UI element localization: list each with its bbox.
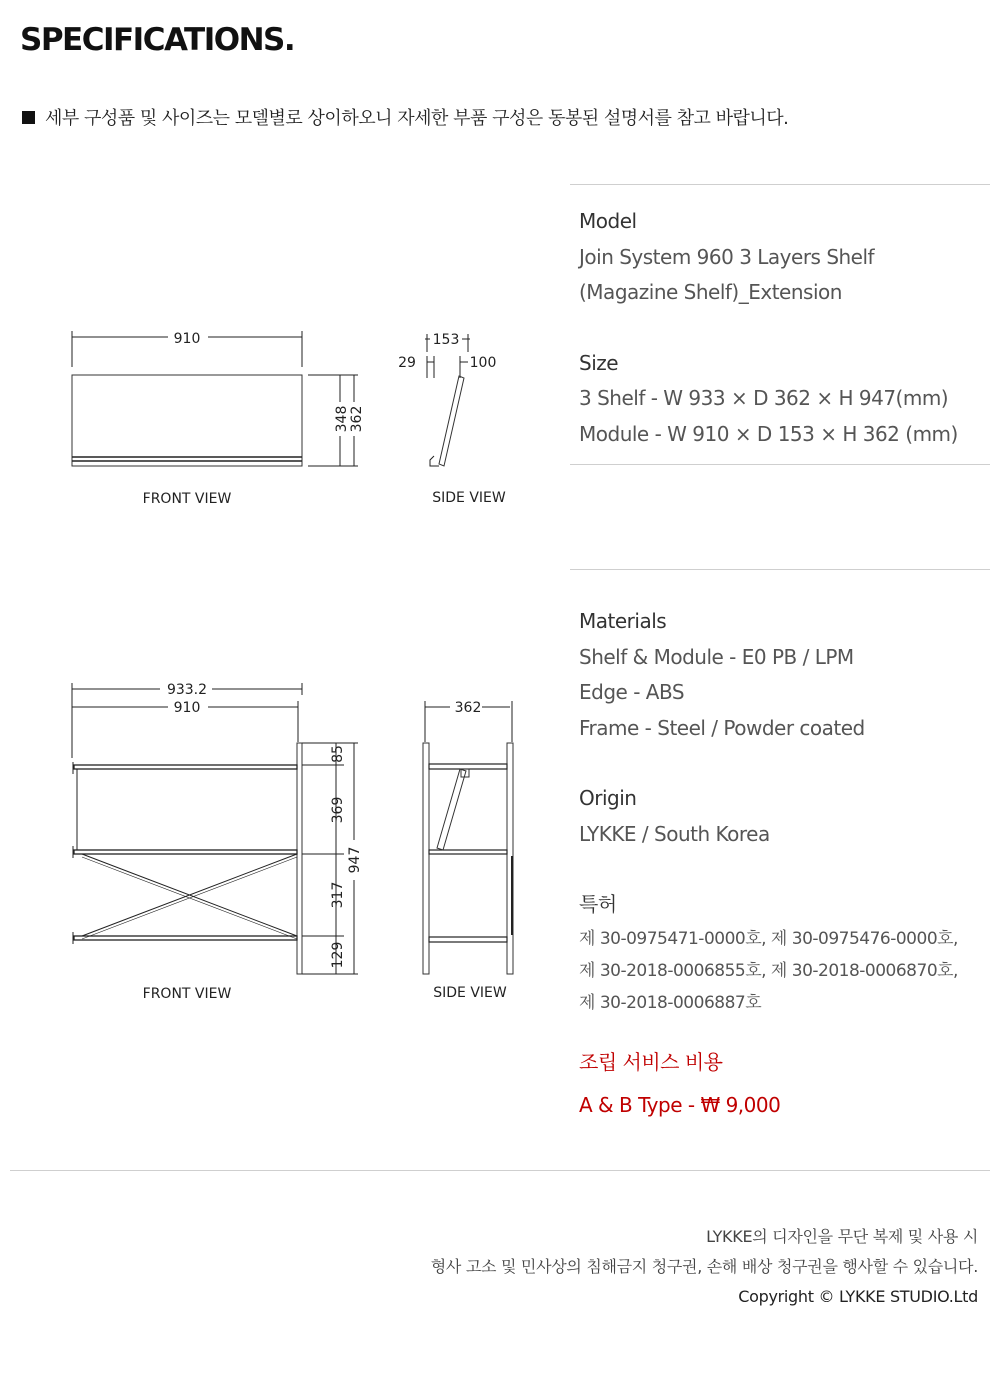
dim-shelf-s4: 129 bbox=[330, 941, 346, 969]
spec-materials bbox=[579, 604, 958, 1124]
patent-line-1: 제 30-0975471-0000호, 제 30-0975476-0000호, bbox=[579, 928, 958, 949]
materials-line-2: Edge - ABS bbox=[579, 680, 685, 704]
dim-shelf-overall-width: 933.2 bbox=[166, 682, 208, 698]
model-line-1: Join System 960 3 Layers Shelf bbox=[579, 244, 875, 269]
footer-line-2: 형사 고소 및 민사상의 침해금지 청구권, 손해 배상 청구권을 행사할 수 있습니다. bbox=[430, 1257, 978, 1276]
notice bbox=[22, 104, 788, 130]
materials-line-1: Shelf & Module - E0 PB / LPM bbox=[579, 644, 854, 669]
shelf-front-view-label: FRONT VIEW bbox=[142, 986, 232, 1002]
dim-module-depth: 153 bbox=[432, 332, 460, 348]
dim-shelf-module-width: 910 bbox=[173, 700, 201, 716]
divider bbox=[570, 464, 990, 465]
assembly-price: A & B Type - ₩ 9,000 bbox=[579, 1093, 781, 1117]
module-side-view-label: SIDE VIEW bbox=[432, 490, 506, 506]
size-heading: Size bbox=[579, 350, 619, 375]
model-line-2: (Magazine Shelf)_Extension bbox=[579, 280, 842, 304]
assembly-heading: 조립 서비스 비용 bbox=[579, 1049, 723, 1074]
origin-line: LYKKE / South Korea bbox=[579, 821, 770, 846]
dim-shelf-depth: 362 bbox=[454, 700, 482, 716]
origin-heading: Origin bbox=[579, 786, 637, 810]
materials-heading: Materials bbox=[579, 609, 667, 633]
footer-divider bbox=[10, 1170, 990, 1171]
module-front-view-label: FRONT VIEW bbox=[142, 491, 232, 507]
dim-shelf-s2: 369 bbox=[330, 796, 346, 824]
divider bbox=[570, 569, 990, 570]
dim-module-h1: 348 bbox=[334, 405, 350, 433]
dim-shelf-s1: 85 bbox=[330, 745, 346, 763]
size-line-1: 3 Shelf - W 933 × D 362 × H 947(mm) bbox=[579, 386, 949, 410]
page-title: SPECIFICATIONS. bbox=[20, 22, 295, 58]
patent-line-2: 제 30-2018-0006855호, 제 30-2018-0006870호, bbox=[579, 960, 958, 981]
notice-text: 세부 구성품 및 사이즈는 모델별로 상이하오니 자세한 부품 구성은 동봉된 설명서를 참고 바랍니다. bbox=[45, 108, 789, 129]
dim-module-width: 910 bbox=[173, 331, 201, 347]
module-drawing bbox=[60, 320, 530, 520]
spec-model-size bbox=[579, 204, 958, 452]
dim-shelf-total-height: 947 bbox=[347, 846, 363, 874]
dim-module-d2: 29 bbox=[398, 355, 416, 371]
dim-module-d3: 100 bbox=[469, 355, 497, 371]
size-line-2: Module - W 910 × D 153 × H 362 (mm) bbox=[579, 421, 958, 446]
bullet-square-icon bbox=[22, 111, 35, 124]
shelf-side-view-label: SIDE VIEW bbox=[433, 985, 507, 1001]
model-heading: Model bbox=[579, 209, 637, 233]
copyright: Copyright © LYKKE STUDIO.Ltd bbox=[738, 1287, 978, 1306]
patent-line-3: 제 30-2018-0006887호 bbox=[579, 992, 762, 1013]
dim-shelf-s3: 317 bbox=[330, 881, 346, 909]
footer-line-1: LYKKE의 디자인을 무단 복제 및 사용 시 bbox=[706, 1227, 978, 1246]
shelf-drawing bbox=[60, 670, 530, 1010]
footer bbox=[431, 1222, 978, 1312]
patent-heading: 특허 bbox=[579, 892, 617, 916]
dim-module-h2: 362 bbox=[349, 405, 365, 433]
materials-line-3: Frame - Steel / Powder coated bbox=[579, 715, 865, 740]
divider bbox=[570, 184, 990, 185]
